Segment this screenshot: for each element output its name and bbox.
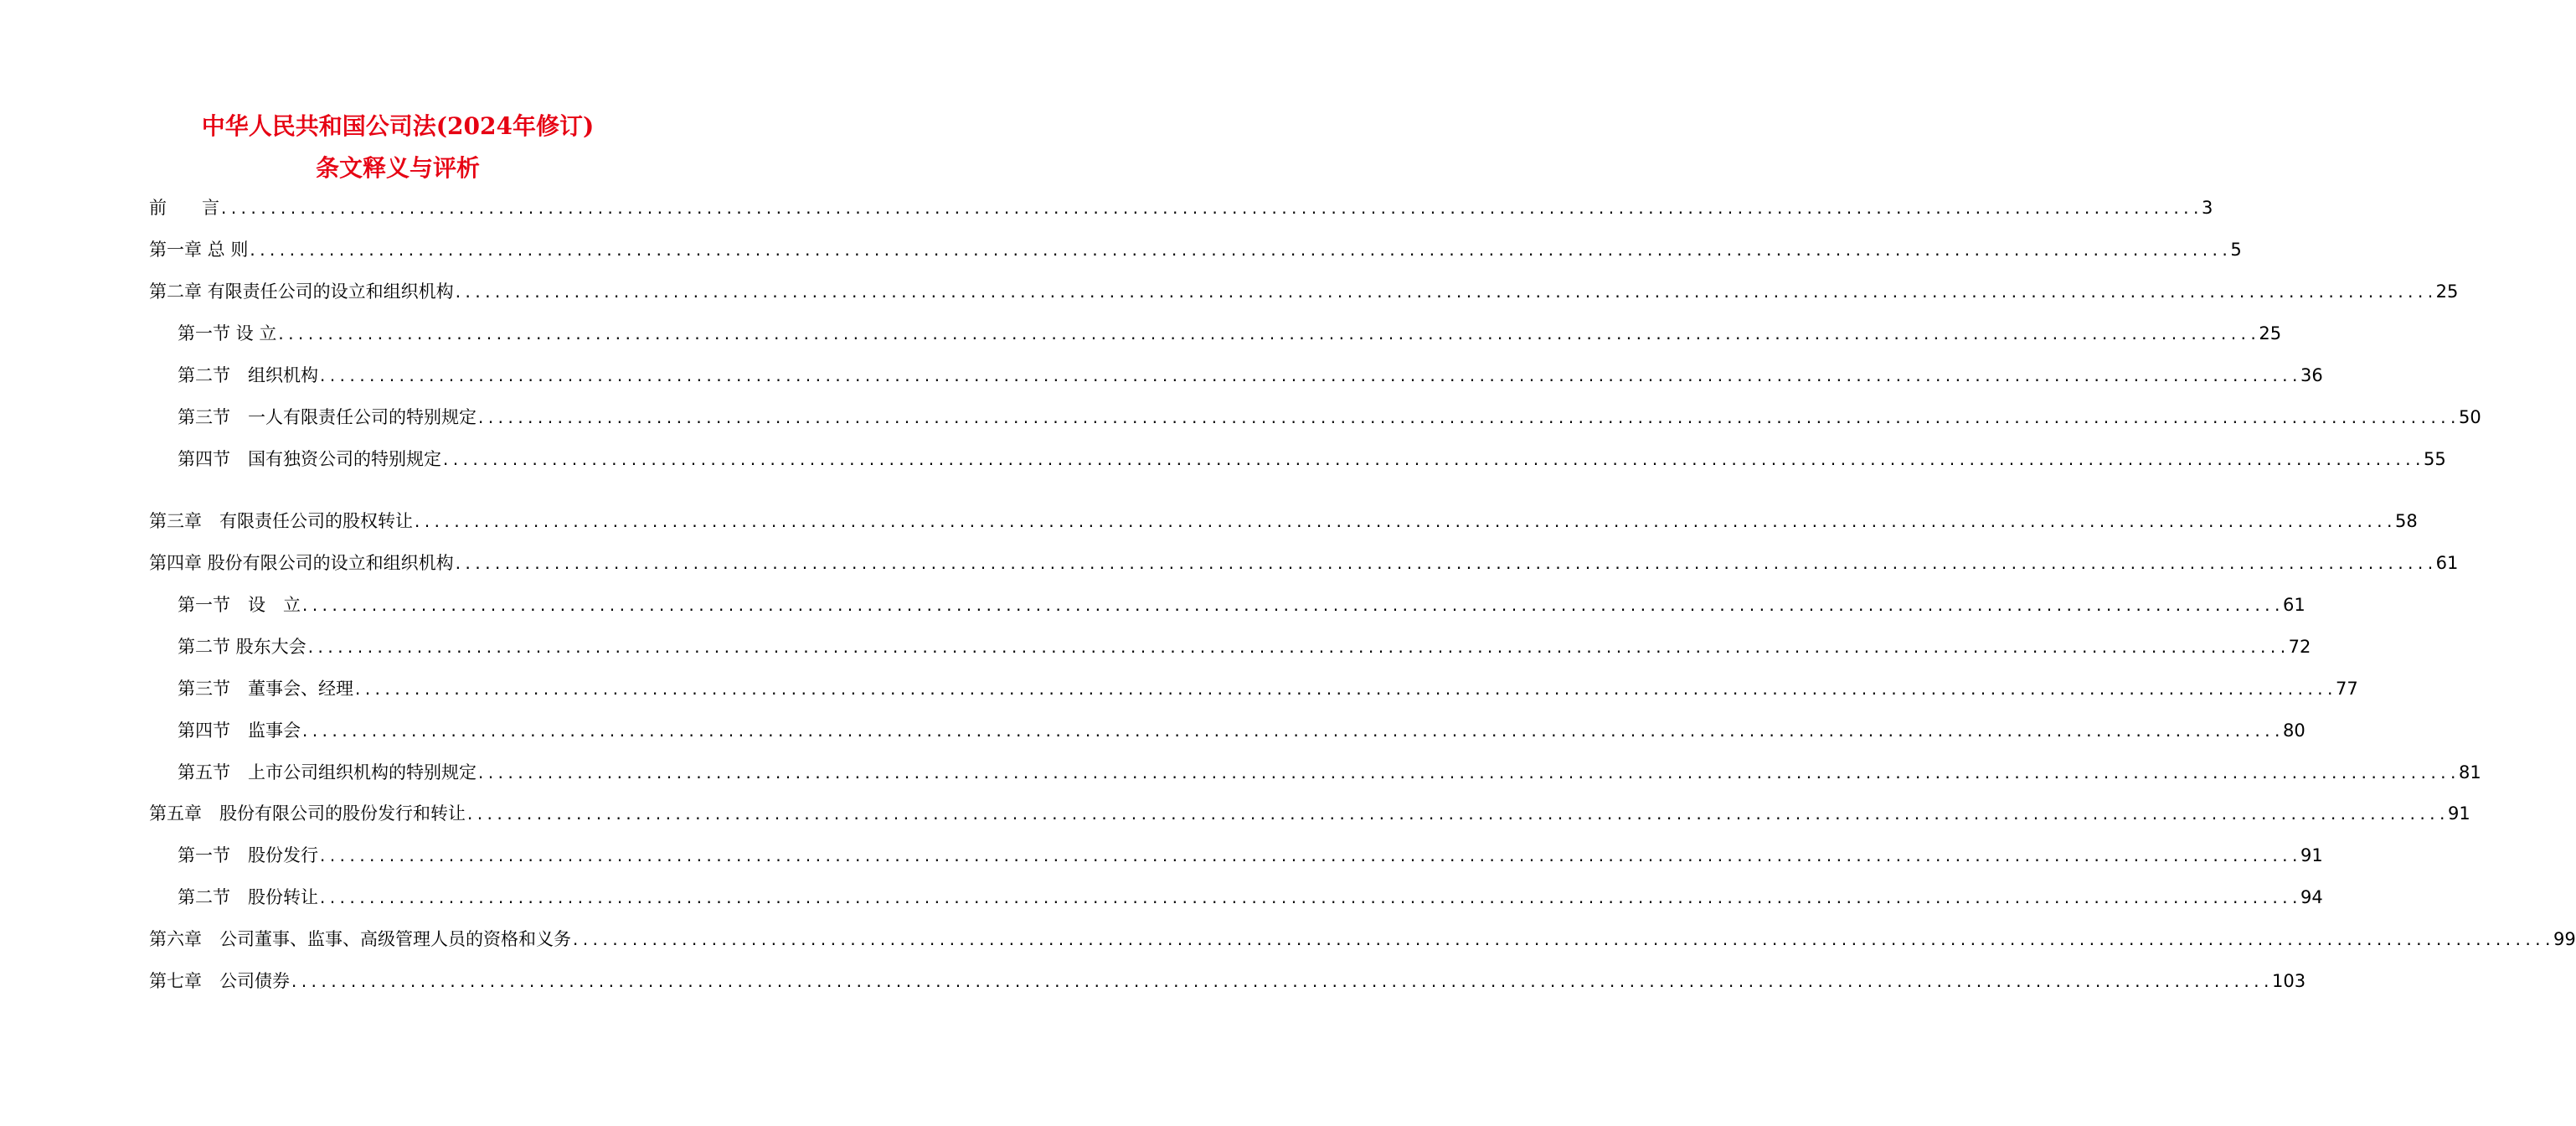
toc-entry-preface[interactable] [149, 194, 2213, 221]
toc-entry-label: 第三节 一人有限责任公司的特别规定 [178, 407, 477, 427]
toc-entry-page: 36 [2300, 365, 2323, 385]
toc-entry-chapter-1[interactable] [149, 236, 2242, 263]
toc-entry-page: 58 [2394, 511, 2418, 531]
toc-dot-leader: ........................................................................................................................................................................................................ [453, 556, 2436, 573]
toc-entry-label: 第三节 董事会、经理 [178, 679, 353, 699]
toc-entry-label: 第六章 公司董事、监事、高级管理人员的资格和义务 [149, 929, 571, 949]
toc-entry-label: 第七章 公司债券 [149, 971, 290, 991]
toc-entry-chapter-2-section-1[interactable] [178, 320, 2282, 347]
toc-entry-label: 第三章 有限责任公司的股权转让 [149, 511, 413, 531]
toc-entry-label: 第一节 设 立 [178, 595, 301, 615]
toc-entry-chapter-4-section-5[interactable] [178, 759, 2481, 786]
toc-dot-leader: ........................................................................................................................................................................................................ [219, 201, 2202, 218]
toc-entry-chapter-7[interactable] [149, 968, 2306, 994]
document-subtitle: 条文释义与评析 [315, 154, 480, 182]
toc-entry-page: 80 [2282, 721, 2306, 741]
toc-dot-leader: ........................................................................................................................................................................................................ [413, 514, 2395, 531]
toc-entry-label: 第二节 组织机构 [178, 365, 318, 385]
toc-entry-label: 前 言 [149, 198, 219, 218]
toc-entry-page: 103 [2271, 971, 2306, 991]
toc-entry-page: 55 [2423, 449, 2446, 469]
toc-entry-page: 77 [2335, 679, 2358, 699]
toc-entry-chapter-5[interactable] [149, 800, 2470, 827]
toc-dot-leader: ........................................................................................................................................................................................................ [318, 369, 2300, 385]
toc-entry-page: 3 [2201, 198, 2213, 218]
toc-entry-chapter-5-section-2[interactable] [178, 884, 2323, 911]
toc-dot-leader: ........................................................................................................................................................................................................ [290, 974, 2272, 991]
toc-entry-label: 第四节 监事会 [178, 721, 301, 741]
toc-entry-label: 第二章 有限责任公司的设立和组织机构 [149, 282, 454, 302]
toc-entry-chapter-2-section-2[interactable] [178, 362, 2323, 389]
toc-entry-page: 94 [2300, 887, 2323, 907]
toc-entry-page: 61 [2282, 595, 2306, 615]
toc-entry-chapter-4[interactable] [149, 550, 2459, 576]
toc-entry-page: 5 [2230, 240, 2242, 260]
toc-entry-chapter-3[interactable] [149, 508, 2418, 535]
toc-entry-chapter-2-section-3[interactable] [178, 404, 2481, 431]
toc-dot-leader: ........................................................................................................................................................................................................ [318, 849, 2300, 865]
toc-entry-page: 91 [2447, 803, 2470, 824]
toc-entry-label: 第五节 上市公司组织机构的特别规定 [178, 762, 477, 783]
toc-entry-label: 第一章 总 则 [149, 240, 249, 260]
toc-dot-leader: ........................................................................................................................................................................................................ [301, 598, 2283, 615]
toc-entry-chapter-4-section-2[interactable] [178, 633, 2311, 660]
toc-entry-page: 91 [2300, 845, 2323, 865]
toc-dot-leader: ........................................................................................................................................................................................................ [301, 724, 2283, 741]
toc-entry-page: 99 [2553, 929, 2576, 949]
toc-dot-leader: ........................................................................................................................................................................................................ [353, 682, 2336, 699]
toc-entry-chapter-5-section-1[interactable] [178, 842, 2323, 869]
toc-dot-leader: ........................................................................................................................................................................................................ [477, 411, 2459, 427]
toc-dot-leader: ........................................................................................................................................................................................................ [441, 452, 2424, 469]
toc-entry-page: 72 [2288, 637, 2311, 657]
toc-entry-chapter-2-section-4[interactable] [178, 446, 2446, 473]
toc-dot-leader: ........................................................................................................................................................................................................ [318, 891, 2300, 907]
toc-dot-leader: ........................................................................................................................................................................................................ [248, 243, 2231, 260]
toc-entry-page: 81 [2458, 762, 2481, 783]
toc-dot-leader: ........................................................................................................................................................................................................ [306, 640, 2289, 657]
toc-entry-label: 第二节 股东大会 [178, 637, 307, 657]
toc-entry-chapter-4-section-4[interactable] [178, 717, 2306, 744]
toc-entry-chapter-4-section-1[interactable] [178, 591, 2306, 618]
toc-dot-leader: ........................................................................................................................................................................................................ [453, 285, 2436, 302]
toc-entry-page: 50 [2458, 407, 2481, 427]
toc-entry-chapter-6[interactable] [149, 926, 2576, 953]
toc-entry-label: 第五章 股份有限公司的股份发行和转让 [149, 803, 466, 824]
toc-entry-label: 第一节 设 立 [178, 323, 277, 343]
toc-dot-leader: ........................................................................................................................................................................................................ [276, 327, 2259, 343]
toc-entry-chapter-2[interactable] [149, 278, 2459, 305]
toc-dot-leader: ........................................................................................................................................................................................................ [477, 766, 2459, 783]
toc-entry-label: 第四节 国有独资公司的特别规定 [178, 449, 441, 469]
toc-entry-page: 61 [2435, 553, 2459, 573]
toc-dot-leader: ........................................................................................................................................................................................................ [466, 807, 2448, 824]
toc-entry-label: 第一节 股份发行 [178, 845, 318, 865]
toc-entry-chapter-4-section-3[interactable] [178, 675, 2358, 702]
toc-entry-label: 第二节 股份转让 [178, 887, 318, 907]
document-title: 中华人民共和国公司法(2024年修订) [201, 112, 595, 140]
toc-dot-leader: ........................................................................................................................................................................................................ [571, 932, 2553, 949]
toc-entry-page: 25 [2259, 323, 2282, 343]
toc-entry-page: 25 [2435, 282, 2459, 302]
toc-entry-label: 第四章 股份有限公司的设立和组织机构 [149, 553, 454, 573]
